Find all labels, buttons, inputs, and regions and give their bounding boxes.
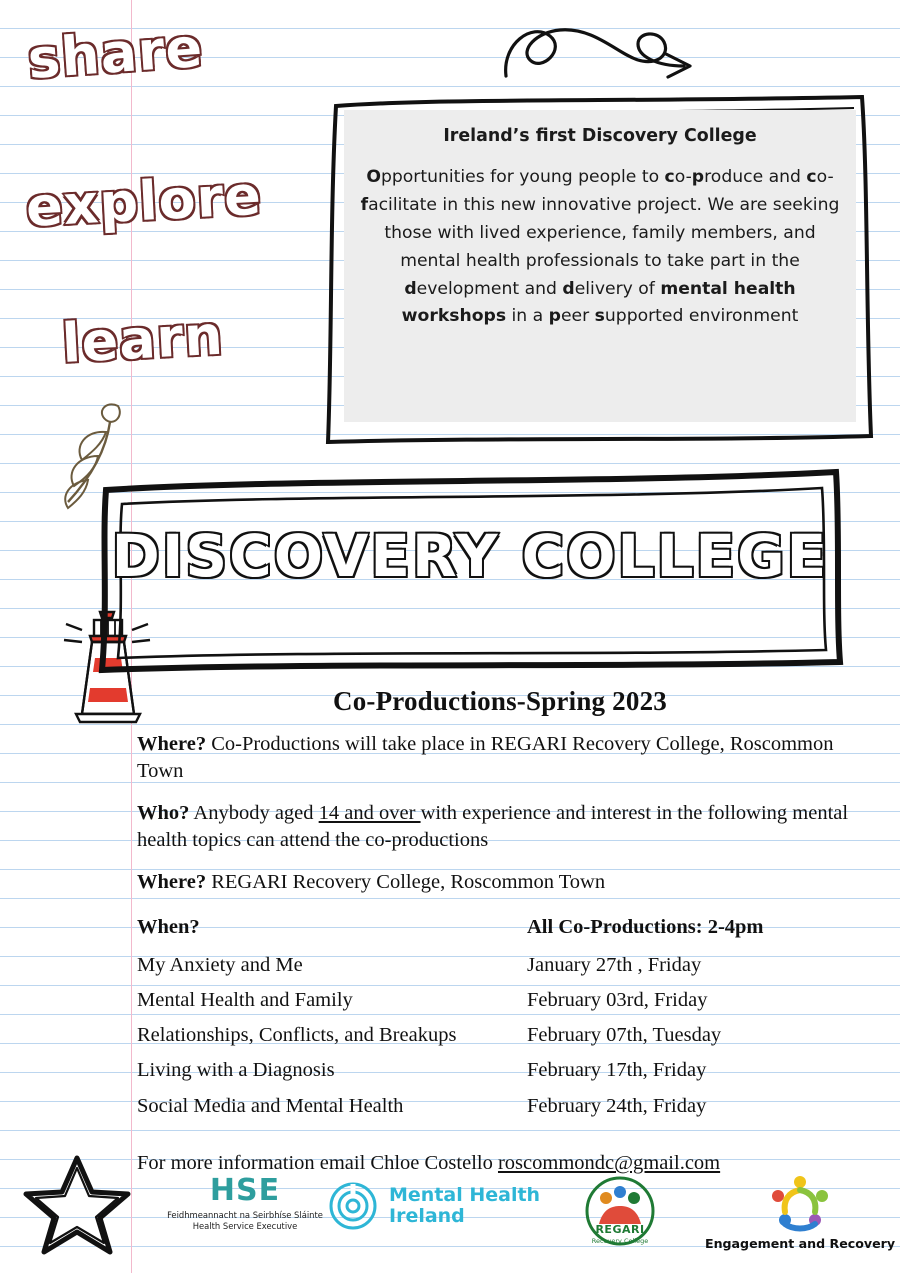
session-date: February 07th, Tuesday <box>527 1024 722 1047</box>
session-topic: My Anxiety and Me <box>137 953 303 976</box>
mhi-line2: Ireland <box>389 1205 465 1227</box>
hse-caption-line2: Health Service Executive <box>192 1220 298 1231</box>
session-topic: Relationships, Conflicts, and Breakups <box>137 1024 457 1047</box>
intro-heading: Ireland’s first Discovery College <box>443 126 757 146</box>
session-date: January 27th , Friday <box>527 953 702 976</box>
session-topic: Mental Health and Family <box>137 988 353 1011</box>
where2-text: REGARI Recovery College, Roscommon Town <box>206 870 606 893</box>
who-age-underlined: 14 and over <box>318 801 421 824</box>
contact-text: For more information email Chloe Costello <box>137 1151 498 1174</box>
page-title: DISCOVERY COLLEGE <box>111 522 829 590</box>
session-row <box>137 1018 863 1053</box>
session-row <box>137 1053 863 1088</box>
who-label: Who? <box>137 801 190 824</box>
decor-word-learn: learn <box>60 303 226 375</box>
regari-subtitle: Recovery College <box>591 1237 649 1245</box>
hse-caption <box>150 1210 340 1231</box>
logo-engagement-recovery <box>700 1172 900 1251</box>
intro-body: Opportunities for young people to co-produce and co-facilitate in this new innovative project. We are seeking those with lived experience, family members, and mental health professionals to take part in the development and delivery of mental health workshops in a peer supported environment <box>360 167 840 327</box>
session-topic: Living with a Diagnosis <box>137 1059 335 1082</box>
mhi-wordmark <box>389 1185 540 1228</box>
decor-word-explore: explore <box>24 163 264 239</box>
intro-callout-box <box>322 92 878 446</box>
decor-word-share: share <box>25 15 206 91</box>
session-row <box>137 1089 863 1124</box>
session-row <box>137 948 863 983</box>
hse-mark: HSE <box>209 1173 281 1208</box>
session-date: February 03rd, Friday <box>527 988 708 1011</box>
when-label: When? <box>137 916 200 939</box>
when-note: All Co-Productions: 2-4pm <box>527 916 764 939</box>
who-paragraph <box>137 800 863 855</box>
session-row <box>137 983 863 1018</box>
intro-text-panel <box>344 110 856 422</box>
regari-name: REGARI <box>595 1223 645 1236</box>
logo-regari <box>565 1174 675 1245</box>
logos-row <box>140 1168 896 1268</box>
contact-email-link[interactable]: roscommondc@gmail.com <box>497 1151 721 1174</box>
star-icon <box>22 1152 132 1257</box>
title-box <box>96 462 844 674</box>
curly-arrow-icon <box>498 14 718 94</box>
engagement-people-icon <box>763 1172 837 1234</box>
hse-caption-line1: Feidhmeannacht na Seirbhíse Sláinte <box>167 1210 323 1220</box>
session-date: February 17th, Friday <box>527 1059 707 1082</box>
engagement-label: Engagement and Recovery <box>704 1236 896 1251</box>
where-label: Where? <box>137 733 207 755</box>
session-topic: Social Media and Mental Health <box>137 1094 404 1117</box>
who-text-2: with experience and interest in the following mental health topics can attend the co-productions <box>137 801 849 852</box>
where-text: Co-Productions will take place in REGARI Recovery College, Roscommon Town <box>137 733 834 783</box>
subtitle: Co-Productions-Spring 2023 <box>333 686 667 716</box>
logo-mental-health-ireland <box>325 1178 555 1234</box>
mhi-swirl-icon <box>325 1178 381 1234</box>
main-content <box>137 686 863 1195</box>
where2-paragraph <box>137 869 863 896</box>
session-date: February 24th, Friday <box>527 1094 707 1117</box>
where2-label: Where? <box>137 870 207 893</box>
sessions-list <box>137 948 863 1124</box>
where-paragraph <box>137 731 863 786</box>
mhi-line1: Mental Health <box>389 1183 541 1206</box>
logo-hse <box>150 1173 340 1231</box>
who-text-1: Anybody aged <box>189 801 319 824</box>
when-header-row <box>137 910 863 947</box>
